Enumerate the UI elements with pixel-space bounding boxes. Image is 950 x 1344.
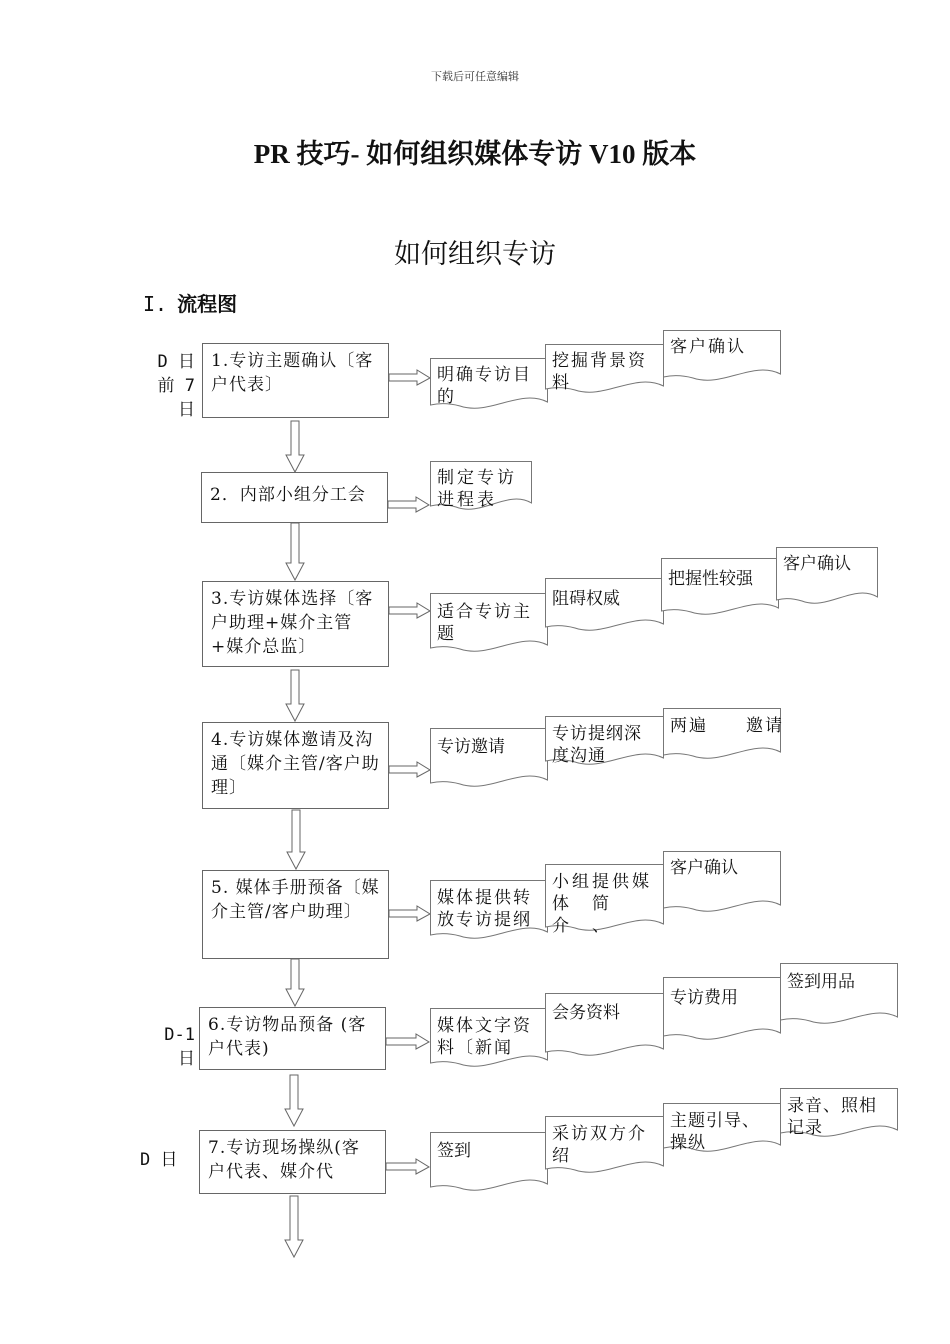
document-text: 阻碍权威 <box>552 589 620 609</box>
step-box-3: 3.专访媒体选择〔客户助理+媒介主管+媒介总监〕 <box>202 581 389 667</box>
right-arrow-icon <box>389 370 431 386</box>
right-arrow-icon <box>389 906 431 922</box>
document-shape <box>545 344 664 394</box>
document-shape <box>663 1103 781 1153</box>
document-text: 媒体文字资料〔新闻 <box>437 1016 532 1058</box>
document-shape <box>430 1008 548 1070</box>
section-label: 流程图 <box>177 292 238 316</box>
down-arrow-icon <box>285 421 305 473</box>
document-shape <box>430 593 548 655</box>
step-box-5: 5. 媒体手册预备〔媒介主管/客户助理〕 <box>202 870 389 959</box>
right-arrow-icon <box>389 603 431 619</box>
day-label-d-minus-7 <box>140 350 195 422</box>
document-text: 明确专访目的 <box>437 365 532 407</box>
step-box-7: 7.专访现场操纵(客户代表、媒介代 <box>199 1130 386 1194</box>
document-shape <box>661 558 779 616</box>
document-text: 签到 <box>437 1141 471 1161</box>
document-shape <box>776 547 878 607</box>
document-shape <box>663 330 781 382</box>
document-shape <box>430 880 548 942</box>
document-shape <box>430 1132 548 1194</box>
down-arrow-icon <box>284 1196 304 1258</box>
document-text: 媒体提供转放专访提纲 <box>437 888 532 930</box>
step-box-4: 4.专访媒体邀请及沟通〔媒介主管/客户助理〕 <box>202 722 389 809</box>
document-text: 专访提纲深度沟通 <box>552 724 642 766</box>
day-label-line: D 日 <box>157 352 195 372</box>
right-arrow-icon <box>389 762 431 778</box>
header-note: 下载后可任意编辑 <box>431 70 519 83</box>
document-title: PR 技巧- 如何组织媒体专访 V10 版本 <box>253 139 697 169</box>
document-shape <box>430 358 548 410</box>
day-label-d-day: D 日 <box>140 1150 178 1170</box>
document-shape <box>430 728 548 790</box>
document-text: 签到用品 <box>787 972 855 992</box>
document-shape <box>780 1088 898 1138</box>
right-arrow-icon <box>386 1034 430 1050</box>
document-text: 会务资料 <box>552 1003 620 1023</box>
document-text: 采访双方介绍 <box>552 1124 647 1166</box>
right-arrow-icon <box>388 497 430 513</box>
document-text: 主题引导、操纵 <box>670 1111 760 1153</box>
document-text: 把握性较强 <box>668 569 753 589</box>
document-shape <box>430 461 532 511</box>
document-shape <box>663 977 781 1043</box>
step-box-1: 1.专访主题确认〔客户代表〕 <box>202 343 389 418</box>
down-arrow-icon <box>285 523 305 581</box>
document-text: 挖掘背景资料 <box>552 351 647 393</box>
day-label-d-minus-1: D-1 日 <box>164 1025 195 1069</box>
document-text: 小组提供媒体 简 介 、 <box>552 872 652 936</box>
document-text: 客户确认 <box>670 858 738 878</box>
document-text: 适合专访主题 <box>437 602 532 644</box>
down-arrow-icon <box>284 1075 304 1127</box>
step-box-6: 6.专访物品预备 (客户代表) <box>199 1007 386 1070</box>
document-shape <box>663 708 784 760</box>
document-shape <box>663 851 781 915</box>
section-number: I. <box>143 292 168 316</box>
document-shape <box>545 578 664 632</box>
document-text: 两遍 邀请 <box>670 716 784 736</box>
document-shape <box>545 716 664 766</box>
down-arrow-icon <box>285 670 305 722</box>
down-arrow-icon <box>286 810 306 870</box>
down-arrow-icon <box>285 959 305 1007</box>
document-text: 录音、照相记录 <box>787 1096 877 1138</box>
step-box-2: 2．内部小组分工会 <box>201 472 388 523</box>
day-label-line: 前 7 日 <box>157 376 195 420</box>
document-text: 制定专访进程表 <box>437 468 517 510</box>
document-shape <box>545 1116 664 1174</box>
document-text: 专访费用 <box>670 988 738 1008</box>
document-shape <box>545 993 664 1057</box>
section-heading <box>143 288 237 317</box>
document-subtitle: 如何组织专访 <box>394 239 556 270</box>
document-shape <box>780 963 898 1027</box>
document-text: 客户确认 <box>670 337 746 357</box>
document-shape <box>545 864 664 934</box>
right-arrow-icon <box>386 1159 430 1175</box>
document-text: 客户确认 <box>783 554 851 574</box>
document-text: 专访邀请 <box>437 737 505 757</box>
